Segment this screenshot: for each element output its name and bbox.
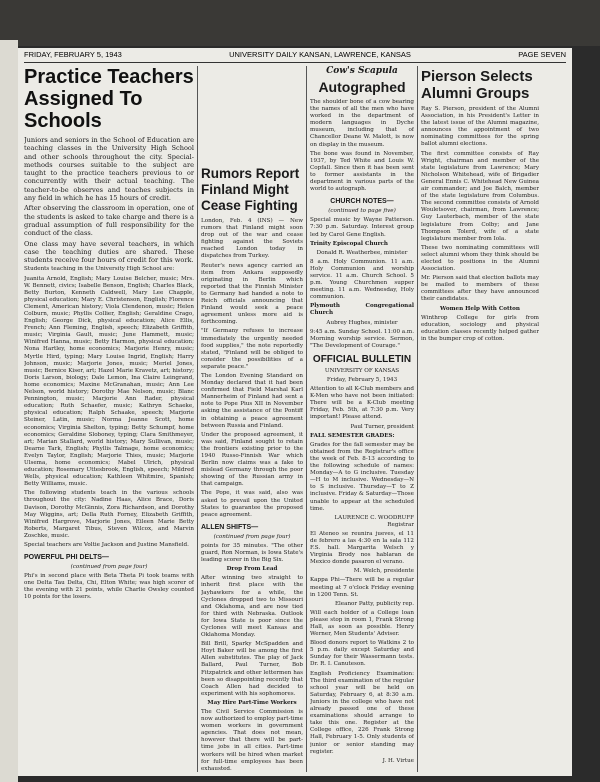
article-paragraph: The following students teach in the various schools throughout the city: Nadine Haas, Alice Brace, Doris Davison, Dorothy McGinnis, Zora Richardson, and Dorothy May Wiggins, art; Della Ruth Forney, Elizabeth Griffith, Winifred Hargrove, Marjorie Jones, Eileen Marie Betty Roberts, Margaret Tibus, Steven Wilcox, and Marvin Zoschke, music.	[24, 490, 194, 539]
page-header	[24, 50, 566, 63]
church-minister: Donald R. Weatherbee, minister	[316, 249, 408, 256]
article-paragraph: Winthrop College for girls from education, sociology and physical education classes recently helped gather in the bumper crop of cotton.	[421, 314, 539, 342]
headline-cows-scapula: Cow's Scapula	[326, 66, 398, 76]
bulletin-notice-title: FALL SEMESTER GRADES:	[310, 432, 395, 439]
article-paragraph: These two nominating committees will select alumni whom they think should be elected to positions in the Alumni Association.	[421, 244, 539, 273]
column-1	[24, 66, 194, 772]
article-paragraph: 9:45 a.m. Sunday School. 11:00 a.m. Morning worship service. Sermon, "The Development of Courage."	[310, 328, 414, 349]
subheading: May Hire Part-Time Workers	[207, 699, 297, 706]
article-paragraph: The Civil Service Commission is now authorized to employ part-time women workers in government agencies. That does not mean, however that there will be part-time jobs in all cities. Part-time workers will be hired when market for full-time employees has been exhausted.	[201, 709, 303, 772]
column-rule	[306, 66, 307, 772]
headline-pierson: Pierson Selects Alumni Groups	[421, 68, 533, 102]
article-paragraph: The Pope, it was said, also was asked to prevail upon the United States to guarantee the proposed peace agreement.	[201, 490, 303, 518]
article-paragraph: The bone was found in November, 1937, by Ted White and Louis W. Copfall. Since then it has been sent to former assistants in the department in various parts of the world to autograph.	[310, 150, 414, 193]
article-paragraph: Phi's in second place with Beta Theta Pi took teams with one Delta Tau Delta, Chi, Elton White; was high scorer of the evening with 21 points, while Charlie Owsley counted 10 points for the losers.	[24, 573, 194, 601]
bulletin-notice: Attention to all K-Club members and K-Men who have not been initiated: There will be a K-Club meeting Friday, Feb. 5th, at 7:30 p.m. Very important! Please attend.	[310, 386, 414, 421]
bulletin-signature: J. H. Virtue	[382, 757, 414, 764]
bulletin-signature: M. Welch, presidente	[353, 568, 414, 575]
bulletin-signature: LAURENCE C. WOODRUFF Registrar	[334, 514, 414, 528]
bulletin-notice: Kappa Phi—There will be a regular meeting at 7 o'clock Friday evening in 1200 Tenn. St.	[310, 577, 414, 598]
bulletin-notice: English Proficiency Examination: The third examination of the regular school year will be held on Saturday, February 6, at 8:30 a.m. Juniors in the college who have not already passed one of these examinations should arrange to take this one. Register at the College office, 226 Frank Strong Hall, February 1-5. Only students of junior or senior standing may register.	[310, 670, 414, 755]
headline-official-bulletin: OFFICIAL BULLETIN	[312, 353, 412, 365]
bulletin-date: Friday, February 5, 1943	[326, 377, 398, 383]
bulletin-university: UNIVERSITY OF KANSAS	[324, 367, 400, 374]
bulletin-notice: Blood donors report to Watkins 2 to 5 p.m. daily except Saturday and Sunday for their Wassermann tests. Dr. R. I. Canuteson.	[310, 640, 414, 668]
article-paragraph: Juniors and seniors in the School of Education are teaching classes in the University High School and other schools throughout the city. Special-methods courses suitable to the subject are taught to the practice teachers previous to or concurrently with their actual teaching. The teacher-to-be observes and teaches subjects in any field in which he has 15 hours of credit.	[24, 136, 194, 203]
article-paragraph: 8 a.m. Holy Communion. 11 a.m. Holy Communion and worship service. 11 a.m. Church School. 5 p.m. Young Churchmen supper meeting. 11 a.m. Wednesday, Holy communion.	[310, 258, 414, 301]
headline-practice-teachers: Practice Teachers Assigned To Schools	[24, 66, 194, 132]
article-paragraph: The shoulder bone of a cow bearing the names of all the men who have worked in the department of modern languages in Dyche museum, including that of Chancellor Deane W. Malott, is now on display in the museum.	[310, 99, 414, 148]
article-paragraph: Bill Brill, Sparky McSpadden and Hoyt Baker will be among the first Allen substitutes. The play of Jack Ballard, Paul Turner, Bob Fitzpatrick and other lettermen has been so disappointing recently that Coach Allen had decided to experiment with his sophomores.	[201, 641, 303, 697]
continued-note: (continued to page five)	[328, 208, 396, 215]
header-page-number: PAGE SEVEN	[518, 50, 566, 59]
previous-page-edge	[0, 40, 18, 782]
article-paragraph: The first committee consists of Ray Wright, chairman and member of the state legislature from Lawrence; Mary Nicholson Whitehead, wife of Brigadier General Ennis C. Whitehead New Guinea air commander; and Joe Balch, member of the state legislature from Columbus. The second committee consists of Arnold Wouletsover, chairman, from Lawrence; Guy Lauterbach, member of the state legislature from Colby; and Jane Thompson Tolerd, wife of a state legislature member from Iola.	[421, 150, 539, 242]
article-paragraph: Reuter's news agency carried an item from Ankara supposedly originating in Berlin which reported that the Finnish Minister to Germany had handed a note to Reich officials announcing that Finland would seek a peace agreement unless more aid is forthcoming.	[201, 262, 303, 326]
article-paragraph: Ray S. Pierson, president of the Alumni Association, in his President's Letter in the latest issue of the Alumni magazine, announces the appointment of two nominating committees for the spring ballot alumni elections.	[421, 106, 539, 148]
church-minister: Aubrey Hughes, minister	[326, 319, 398, 326]
bulletin-notice: Will each holder of a College loan please stop in room 1, Frank Strong Hall, as soon as possible. Henry Werner, Men Students' Adviser.	[310, 609, 414, 638]
headline-autographed: Autographed	[318, 79, 406, 95]
continued-note: (continued from page four)	[70, 564, 148, 571]
headline-finland: Rumors Report Finland Might Cease Fighting	[201, 166, 300, 213]
bulletin-signature: Paul Turner, president	[350, 423, 414, 430]
article-paragraph: Mr. Pierson said that election ballots may be mailed to members of these committees after they have announced their candidates.	[421, 275, 539, 303]
article-paragraph: Under the proposed agreement, it was said, Finland sought to retain the frontiers existing prior to the 1940 Russo-Finnish War which Berlin now claims was a fake to mislead Germany through the poor showing of the Russian army in that campaign.	[201, 431, 303, 488]
bulletin-notice: El Ateneo se reunira jueves, el 11 de febrero a las 4:30 en la sala 112 F.S. hall. Margarita Welsch y Virginia Brody nos hablaran de Mexico donde pasaron el verano.	[310, 530, 414, 566]
article-paragraph: The London Evening Standard on Monday declared that it had been confirmed that Field Marshal Karl Mannerheim of Finland had sent a note to Pope Pius XII in November asking the assistance of the Pontiff in obtaining a peace agreement between Russia and Finland.	[201, 372, 303, 429]
article-name-list: Juanita Arnold, English; Mary Louise Belcher, music; Mrs. W. Bennett, civics; Isabelle Benson, English; Charles Black, Betty Burton, Kenneth Caldwell, Mary Lee Chapple, physical education; Mary E. Christenson, English; Florence Clement, American history; Viola Clendenon, music; Helen Colburn, music; Phyllis Collier, English; Geraldine Crago, English; George Dick, physical education; Alice Ellis, French; Ann Fleming, English, speech; Elizabeth Griffith, music; Virginia Gault, music; June Hammett, music; Winifred Hanna, music; Betty Harmon, physical education; Nona Hartley, home economics; Marjorie Henry, music; Myrtle Hird, typing; Mary Louise Ingrid, English; Harry Johnson, music; Marjorie Jones, music; Meriel Jones, music; Bernice Kiser, art; Hazel Marie Kravetz, art; history; Doris Larson, biology; Dale Lemon, Ina Claire Leingrand, home economics; Maxine McGranahan, music; Ann Lee Nelson, world history; Dorothy Mae Nelson, music; Blanc Pennington, music; Marjorie Ann Rader, physical education; Ruth Schaefer, music; Kathryn Schaeke, physical education; Ralph Schaake, speech; Marjorie Steiner, Latin, music; Norma Jeanne Scott, home economics; Virginia Shelton, typing; Betty Schumpf, home economics; Geraldine Sloboney, typing; Clara Smithmeyer, art; Marian Stallard, world history; Mary Sullivan, music; Dearne Tark, English; Phyllis Talmage, home economics; Evelyn Taylor, English; Marjorie Thies, music; Marjorie Ulsema, home economics; Mabel Ulrich, physical education; Rosemary Uttesbrook, English, speech; Mildred Wells, physical education; Kathleen Whitmire, Spanish; Betty Williams, music.	[24, 275, 194, 488]
continued-note: (continued from page four)	[213, 533, 291, 540]
column-2	[201, 164, 303, 772]
bulletin-signature: Eleanor Patty, publicity rep.	[334, 600, 414, 607]
article-paragraph: After winning two straight to inherit first place with the Jayhawkers for a while, the Cyclones dropped two to Missouri and Oklahoma, and are now tied for third with Nebraska. Outlook for Iowa State is poor since the Cyclones will meet Kansas and Oklahoma Monday.	[201, 575, 303, 639]
column-rule	[197, 66, 198, 772]
column-4	[421, 66, 539, 772]
article-paragraph: points for 35 minutes. "The other guard, Ron Norman, is Iowa State's leading scorer in the Big Six.	[201, 542, 303, 564]
article-paragraph: "If Germany refuses to increase immediately the urgently needed food supplies," the note reportedly stated, "Finland will be obliged to consider the possibilities of a separate peace."	[201, 328, 303, 370]
church-name: Trinity Episcopal Church	[310, 240, 389, 247]
subheading: Drop From Lead	[226, 566, 278, 573]
article-paragraph: Special teachers are Voltie Jackson and Justine Mansfield.	[24, 542, 189, 549]
bulletin-notice: Grades for the fall semester may be obtained from the Registrar's office the week of Feb. 8-13 according to the following schedule of names: Monday—A to G inclusive. Tuesday—H to M inclusive. Wednesday—N to S inclusive. Thursday—T to Z inclusive. Friday & Saturday—Those unable to appear at the scheduled time.	[310, 441, 414, 512]
newspaper-page	[18, 48, 572, 776]
header-paper-title: UNIVERSITY DAILY KANSAN, LAWRENCE, KANSAS	[229, 50, 411, 59]
article-paragraph: After observing the classroom in operation, one of the students is asked to take charge and there is a gradual assumption of full responsibility for the conduct of the class.	[24, 204, 194, 238]
article-paragraph: Special music by Wayne Patterson. 7:30 p.m. Saturday. Interest group led by Carol Gene English.	[310, 217, 414, 238]
article-paragraph: Students teaching in the University High School are:	[24, 266, 175, 273]
headline-allen-shifts: ALLEN SHIFTS—	[201, 523, 259, 531]
scanner-background	[0, 0, 600, 46]
headline-church-notes: CHURCH NOTES—	[330, 198, 394, 206]
article-paragraph: One class may have several teachers, in which case the teaching duties are shared. These students receive four hours of credit for this work.	[24, 239, 194, 265]
church-name: Plymouth Congregational Church	[310, 303, 414, 317]
headline-phi-delts: POWERFUL PHI DELTS—	[24, 554, 109, 562]
dateline: London, Feb. 4 (INS) — New rumors that Finland might soon drop out of the war and cease fighting against the Soviets reached London today in dispatches from Turkey.	[201, 218, 303, 260]
subheading: Women Help With Cotton	[440, 305, 520, 312]
header-date: FRIDAY, FEBRUARY 5, 1943	[24, 50, 122, 59]
